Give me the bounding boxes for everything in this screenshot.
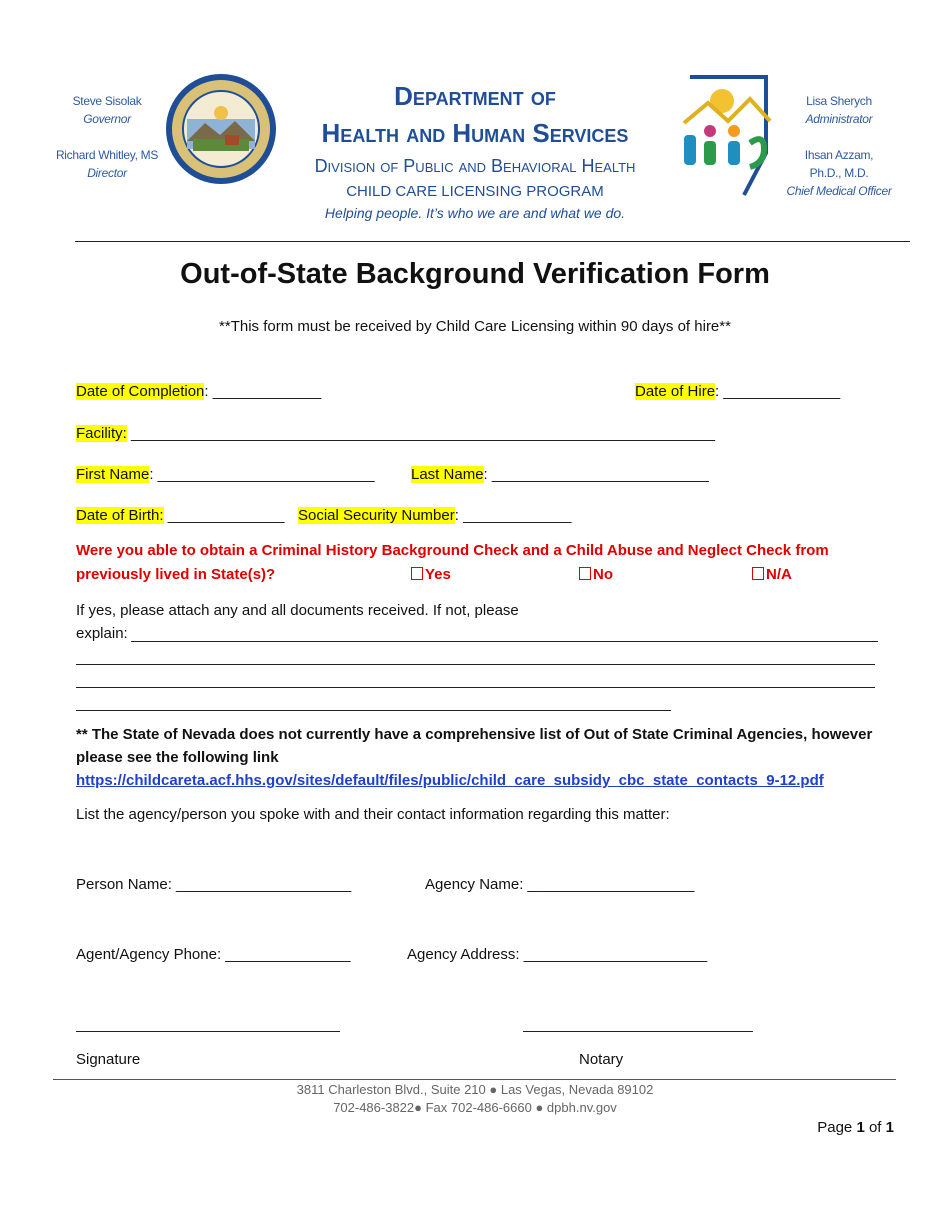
agency-name-field[interactable]: Agency Name: ____________________ <box>425 876 695 893</box>
last-name-field[interactable]: Last Name: __________________________ <box>411 466 709 483</box>
nevada-seal-icon <box>165 73 277 185</box>
explain-line-2[interactable] <box>76 664 875 665</box>
page-of: of <box>868 1119 882 1136</box>
department-line-1: Department of <box>394 81 556 111</box>
ssn-field[interactable]: Social Security Number: _____________ <box>298 507 572 524</box>
signature-line[interactable] <box>76 1031 340 1032</box>
na-checkbox[interactable] <box>752 567 764 580</box>
governor-name: Steve Sisolak <box>72 94 142 108</box>
first-name-label: First Name <box>76 466 150 483</box>
page-current: 1 <box>856 1119 865 1136</box>
person-name-label: Person Name: <box>76 876 172 893</box>
date-of-hire-field[interactable]: Date of Hire: ______________ <box>635 383 841 400</box>
notary-line[interactable] <box>523 1031 753 1032</box>
department-line-2: Health and Human Services <box>321 118 629 148</box>
tagline: Helping people. It’s who we are and what we do. <box>324 205 626 221</box>
director-name: Richard Whitley, MS <box>55 148 159 162</box>
dhhs-logo-icon <box>680 73 780 199</box>
agency-name-label: Agency Name: <box>425 876 524 893</box>
header-divider <box>75 241 910 242</box>
cmo-name-line-2: Ph.D., M.D. <box>809 166 869 180</box>
explain-line-1[interactable] <box>131 641 878 642</box>
division-name: Division of Public and Behavioral Health <box>314 156 636 176</box>
form-notice: **This form must be received by Child Care Licensing within 90 days of hire** <box>219 318 731 335</box>
footer-divider <box>53 1079 896 1080</box>
governor-title: Governor <box>83 112 131 126</box>
no-checkbox[interactable] <box>579 567 591 580</box>
first-name-field[interactable]: First Name: __________________________ <box>76 466 375 483</box>
page-label: Page <box>817 1119 853 1136</box>
signature-label: Signature <box>76 1051 141 1068</box>
person-name-field[interactable]: Person Name: _____________________ <box>76 876 352 893</box>
director-title: Director <box>87 166 127 180</box>
agency-phone-label: Agent/Agency Phone: <box>76 946 222 963</box>
option-na-label: N/A <box>766 566 792 583</box>
option-yes-label: Yes <box>425 566 451 583</box>
facility-label: Facility: <box>76 425 127 442</box>
option-no-label: No <box>593 566 613 583</box>
explain-label: explain: <box>76 625 128 642</box>
date-of-completion-label: Date of Completion <box>76 383 205 400</box>
agency-note-2: please see the following link <box>76 749 279 766</box>
option-yes[interactable] <box>411 566 451 583</box>
agency-address-field[interactable]: Agency Address: ______________________ <box>407 946 708 963</box>
list-prompt: List the agency/person you spoke with and their contact information regarding this matter: <box>76 806 670 823</box>
cmo-name-line-1: Ihsan Azzam, <box>804 148 874 162</box>
agency-note: ** The State of Nevada does not currently have a comprehensive list of Out of State Criminal Agencies, however <box>76 726 873 743</box>
explain-instruction: If yes, please attach any and all documents received. If not, please <box>76 602 519 619</box>
facility-field[interactable]: Facility: ______________________________________________________________________ <box>76 425 715 442</box>
officials-right <box>780 92 898 200</box>
officials-left <box>52 92 162 182</box>
explain-line-4[interactable] <box>76 710 671 711</box>
ssn-label: Social Security Number <box>298 507 455 524</box>
date-of-birth-field[interactable]: Date of Birth: ______________ <box>76 507 285 524</box>
cmo-title: Chief Medical Officer <box>786 184 892 198</box>
option-no[interactable] <box>579 566 613 583</box>
date-of-hire-label: Date of Hire <box>635 383 716 400</box>
option-na[interactable] <box>752 566 792 583</box>
page-total: 1 <box>885 1119 894 1136</box>
program-name: CHILD CARE LICENSING PROGRAM <box>346 183 604 200</box>
administrator-title: Administrator <box>805 112 873 126</box>
date-of-birth-label: Date of Birth: <box>76 507 164 524</box>
page-number <box>817 1119 894 1136</box>
background-check-question-2: previously lived in State(s)? <box>76 566 276 583</box>
footer-contact: 702-486-3822● Fax 702-486-6660 ● dpbh.nv.gov <box>333 1100 617 1115</box>
agency-phone-field[interactable]: Agent/Agency Phone: _______________ <box>76 946 351 963</box>
form-title: Out-of-State Background Verification Form <box>180 258 770 290</box>
background-check-question: Were you able to obtain a Criminal History Background Check and a Child Abuse and Neglect Check from <box>76 542 829 559</box>
footer-address: 3811 Charleston Blvd., Suite 210 ● Las Vegas, Nevada 89102 <box>296 1082 654 1097</box>
last-name-label: Last Name <box>411 466 484 483</box>
date-of-completion-field[interactable]: Date of Completion: _____________ <box>76 383 322 400</box>
yes-checkbox[interactable] <box>411 567 423 580</box>
notary-label: Notary <box>579 1051 624 1068</box>
agency-address-label: Agency Address: <box>407 946 520 963</box>
state-contacts-link[interactable]: https://childcareta.acf.hhs.gov/sites/default/files/public/child_care_subsidy_cbc_state_contacts_9-12.pdf <box>76 772 824 789</box>
explain-line-3[interactable] <box>76 687 875 688</box>
administrator-name: Lisa Sherych <box>806 94 872 108</box>
